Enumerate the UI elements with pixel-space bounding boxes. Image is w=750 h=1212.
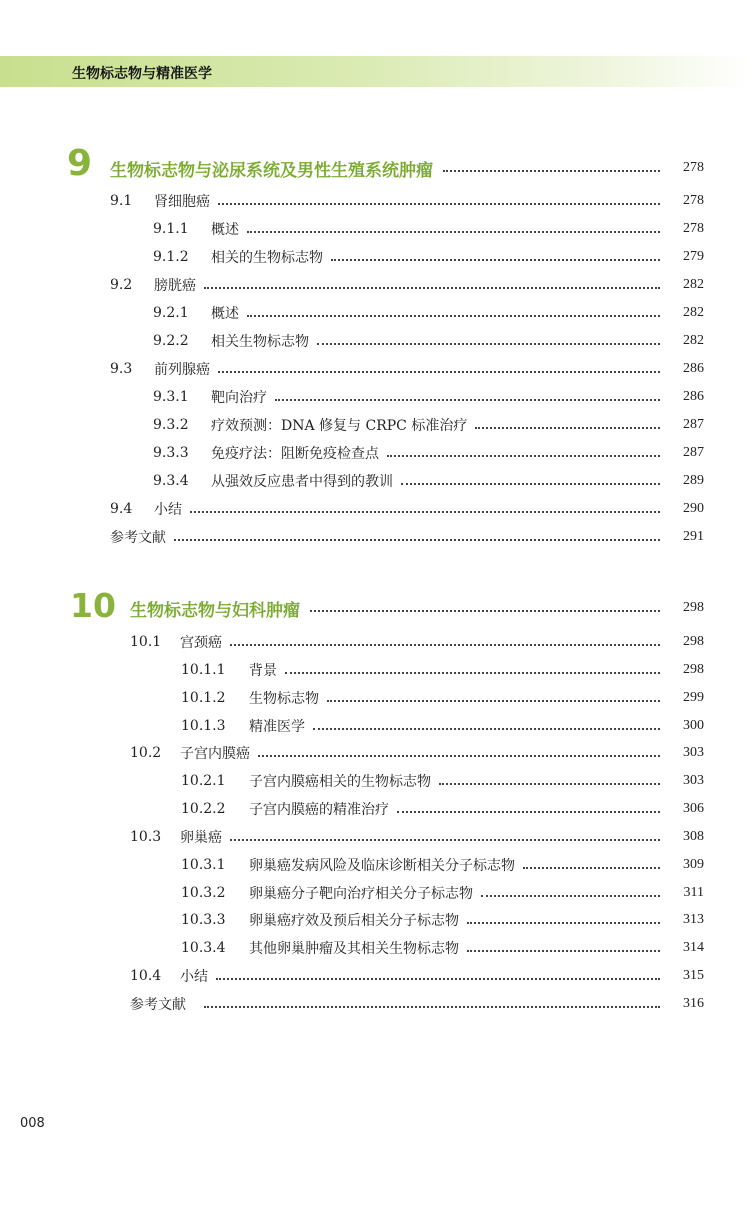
page-number: 291 <box>683 529 704 544</box>
chapter-number: 10 <box>70 586 116 625</box>
subsection-number: 10.3.2 <box>181 885 226 901</box>
page-number: 279 <box>683 249 704 264</box>
subsection-number: 10.1.3 <box>181 718 226 734</box>
subsection-number: 9.3.1 <box>153 389 189 405</box>
subsection-title: 子宫内膜癌的精准治疗 <box>249 802 389 818</box>
leader-dots <box>247 315 660 317</box>
toc-section-row[interactable] <box>130 964 704 988</box>
subsection-title: 子宫内膜癌相关的生物标志物 <box>249 774 431 790</box>
toc-subsection-row[interactable] <box>181 769 704 793</box>
subsection-number: 10.3.3 <box>181 912 226 928</box>
toc-subsection-row[interactable] <box>153 441 704 465</box>
subsection-title: 概述 <box>211 306 239 322</box>
toc-subsection-row[interactable] <box>153 385 704 409</box>
toc-subsection-row[interactable] <box>181 908 704 932</box>
page-number: 314 <box>683 940 704 955</box>
toc-references-row[interactable] <box>110 525 704 549</box>
running-header-title: 生物标志物与精准医学 <box>72 66 212 82</box>
leader-dots <box>275 399 660 401</box>
page-number: 316 <box>683 996 704 1011</box>
section-number: 10.3 <box>130 829 162 845</box>
footer-page-number: 008 <box>20 1116 45 1131</box>
subsection-number: 9.1.2 <box>153 249 189 265</box>
section-title: 子宫内膜癌 <box>180 746 250 762</box>
leader-dots <box>443 170 660 172</box>
page-number: 306 <box>683 801 704 816</box>
toc-section-row[interactable] <box>110 189 704 213</box>
leader-dots <box>285 672 660 674</box>
leader-dots <box>216 978 660 980</box>
subsection-title: 从强效反应患者中得到的教训 <box>211 474 393 490</box>
page-number: 309 <box>683 857 704 872</box>
subsection-title: 生物标志物 <box>249 691 319 707</box>
toc-section-row[interactable] <box>130 741 704 765</box>
section-number: 10.1 <box>130 634 162 650</box>
page-number: 278 <box>683 221 704 236</box>
toc-subsection-row[interactable] <box>181 686 704 710</box>
chapter-title: 生物标志物与泌尿系统及男性生殖系统肿瘤 <box>110 160 433 181</box>
subsection-title: 疗效预测：DNA 修复与 CRPC 标准治疗 <box>211 418 468 434</box>
page-number: 311 <box>683 885 704 900</box>
page-number: 282 <box>683 277 704 292</box>
page-number: 298 <box>683 662 704 677</box>
subsection-title: 免疫疗法：阻断免疫检查点 <box>211 446 379 462</box>
leader-dots <box>174 539 660 541</box>
page-number: 287 <box>683 417 704 432</box>
toc-section-row[interactable] <box>110 497 704 521</box>
section-title: 肾细胞癌 <box>154 194 210 210</box>
subsection-title: 靶向治疗 <box>211 390 267 406</box>
subsection-number: 10.2.1 <box>181 773 226 789</box>
references-title: 参考文献 <box>110 530 166 546</box>
subsection-number: 9.3.3 <box>153 445 189 461</box>
toc-subsection-row[interactable] <box>153 413 704 437</box>
section-title: 膀胱癌 <box>154 278 196 294</box>
leader-dots <box>218 203 660 205</box>
subsection-title: 相关生物标志物 <box>211 334 309 350</box>
leader-dots <box>258 755 660 757</box>
page-number: 286 <box>683 361 704 376</box>
page-number: 278 <box>683 160 704 175</box>
page-number: 300 <box>683 718 704 733</box>
leader-dots <box>481 895 660 897</box>
leader-dots <box>204 1006 660 1008</box>
toc-subsection-row[interactable] <box>181 936 704 960</box>
toc-section-row[interactable] <box>130 630 704 654</box>
leader-dots <box>317 343 660 345</box>
page-number: 303 <box>683 773 704 788</box>
subsection-title: 其他卵巢肿瘤及其相关生物标志物 <box>249 941 459 957</box>
leader-dots <box>387 455 660 457</box>
section-number: 9.2 <box>110 277 133 293</box>
toc-subsection-row[interactable] <box>153 329 704 353</box>
subsection-number: 10.2.2 <box>181 801 226 817</box>
leader-dots <box>439 783 660 785</box>
section-title: 卵巢癌 <box>180 830 222 846</box>
subsection-number: 9.3.2 <box>153 417 189 433</box>
leader-dots <box>523 867 660 869</box>
section-number: 9.4 <box>110 501 133 517</box>
leader-dots <box>401 483 660 485</box>
toc-subsection-row[interactable] <box>181 797 704 821</box>
chapter-number: 9 <box>67 143 93 184</box>
toc-section-row[interactable] <box>130 825 704 849</box>
leader-dots <box>204 287 660 289</box>
leader-dots <box>190 511 660 513</box>
subsection-title: 卵巢癌发病风险及临床诊断相关分子标志物 <box>249 858 515 874</box>
section-title: 小结 <box>154 502 182 518</box>
subsection-number: 10.3.1 <box>181 857 226 873</box>
leader-dots <box>397 811 660 813</box>
toc-subsection-row[interactable] <box>153 469 704 493</box>
page-number: 282 <box>683 333 704 348</box>
page-number: 315 <box>683 968 704 983</box>
section-title: 小结 <box>180 969 208 985</box>
toc-subsection-row[interactable] <box>181 714 704 738</box>
toc-section-row[interactable] <box>110 357 704 381</box>
references-title: 参考文献 <box>130 997 186 1013</box>
leader-dots <box>313 728 660 730</box>
section-number: 10.2 <box>130 745 162 761</box>
toc-subsection-row[interactable] <box>181 853 704 877</box>
toc-subsection-row[interactable] <box>181 658 704 682</box>
subsection-number: 9.3.4 <box>153 473 189 489</box>
page-number: 278 <box>683 193 704 208</box>
subsection-number: 9.2.2 <box>153 333 189 349</box>
subsection-title: 卵巢癌疗效及预后相关分子标志物 <box>249 913 459 929</box>
leader-dots <box>310 610 660 612</box>
section-title: 宫颈癌 <box>180 635 222 651</box>
leader-dots <box>467 922 660 924</box>
toc-references-row[interactable] <box>130 992 704 1016</box>
subsection-number: 9.1.1 <box>153 221 189 237</box>
leader-dots <box>475 427 660 429</box>
chapter-title: 生物标志物与妇科肿瘤 <box>130 600 300 621</box>
leader-dots <box>230 839 660 841</box>
toc-chapter-row[interactable] <box>110 156 704 180</box>
page-number: 286 <box>683 389 704 404</box>
page-number: 287 <box>683 445 704 460</box>
section-number: 9.3 <box>110 361 133 377</box>
leader-dots <box>218 371 660 373</box>
subsection-number: 10.1.1 <box>181 662 226 678</box>
toc-section-row[interactable] <box>110 273 704 297</box>
section-number: 10.4 <box>130 968 162 984</box>
leader-dots <box>230 644 660 646</box>
leader-dots <box>247 231 660 233</box>
page-number: 282 <box>683 305 704 320</box>
page-number: 303 <box>683 745 704 760</box>
leader-dots <box>327 700 660 702</box>
section-title: 前列腺癌 <box>154 362 210 378</box>
leader-dots <box>331 259 660 261</box>
subsection-number: 9.2.1 <box>153 305 189 321</box>
section-number: 9.1 <box>110 193 133 209</box>
subsection-title: 卵巢癌分子靶向治疗相关分子标志物 <box>249 886 473 902</box>
subsection-title: 精准医学 <box>249 719 305 735</box>
toc-subsection-row[interactable] <box>153 301 704 325</box>
page-number: 289 <box>683 473 704 488</box>
page-number: 298 <box>683 600 704 615</box>
page-number: 298 <box>683 634 704 649</box>
subsection-title: 相关的生物标志物 <box>211 250 323 266</box>
page-number: 313 <box>683 912 704 927</box>
subsection-number: 10.1.2 <box>181 690 226 706</box>
subsection-title: 背景 <box>249 663 277 679</box>
subsection-title: 概述 <box>211 222 239 238</box>
page-number: 299 <box>683 690 704 705</box>
toc-subsection-row[interactable] <box>181 881 704 905</box>
page-number: 308 <box>683 829 704 844</box>
toc-subsection-row[interactable] <box>153 245 704 269</box>
leader-dots <box>467 950 660 952</box>
toc-subsection-row[interactable] <box>153 217 704 241</box>
page-number: 290 <box>683 501 704 516</box>
toc-chapter-row[interactable] <box>130 596 704 620</box>
subsection-number: 10.3.4 <box>181 940 226 956</box>
